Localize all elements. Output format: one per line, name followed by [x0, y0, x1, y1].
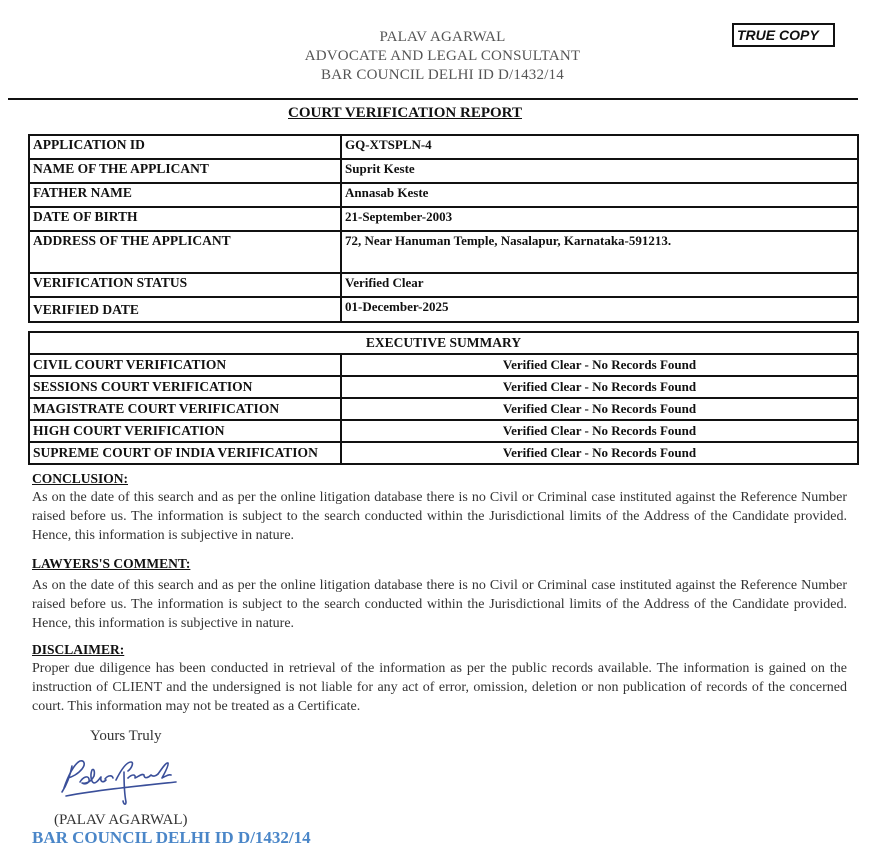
conclusion-text: As on the date of this search and as per the online litigation database there is no Civil or Criminal case instituted against the Reference Number raised before us. The information is subject to the search conducted within the Jurisdictional limits of the Address of the Candidate provided. Hence, this information is subjective in nature.: [32, 490, 847, 543]
table-row: [29, 398, 858, 420]
signature-image: [58, 752, 183, 808]
table-row: [29, 420, 858, 442]
court-label: SESSIONS COURT VERIFICATION: [29, 376, 341, 398]
field-label: FATHER NAME: [29, 183, 341, 207]
header-divider: [8, 98, 858, 100]
field-value: Annasab Keste: [341, 183, 858, 207]
footer-bar-council-id: BAR COUNCIL DELHI ID D/1432/14: [32, 828, 311, 847]
field-value: Suprit Keste: [341, 159, 858, 183]
table-row: [29, 354, 858, 376]
executive-summary-heading: EXECUTIVE SUMMARY: [29, 332, 858, 354]
court-result: Verified Clear - No Records Found: [341, 442, 858, 464]
field-value: Verified Clear: [341, 273, 858, 297]
table-row: [29, 273, 858, 297]
advocate-designation: ADVOCATE AND LEGAL CONSULTANT: [304, 48, 581, 64]
field-label: NAME OF THE APPLICANT: [29, 159, 341, 183]
lawyers-comment-heading: LAWYERS'S COMMENT:: [32, 556, 191, 571]
table-row: [29, 207, 858, 231]
applicant-details-table: [28, 134, 859, 323]
field-label: VERIFICATION STATUS: [29, 273, 341, 297]
court-label: SUPREME COURT OF INDIA VERIFICATION: [29, 442, 341, 464]
court-result: Verified Clear - No Records Found: [341, 420, 858, 442]
table-row: [29, 159, 858, 183]
court-result: Verified Clear - No Records Found: [341, 398, 858, 420]
court-label: HIGH COURT VERIFICATION: [29, 420, 341, 442]
field-value: 01-December-2025: [341, 297, 858, 322]
table-row: [29, 376, 858, 398]
field-label: APPLICATION ID: [29, 135, 341, 159]
signatory-name: (PALAV AGARWAL): [54, 812, 188, 828]
true-copy-stamp: TRUE COPY: [732, 23, 835, 47]
table-row: [29, 442, 858, 464]
closing-text: Yours Truly: [90, 728, 162, 744]
lawyers-comment-text: As on the date of this search and as per the online litigation database there is no Civil or Criminal case instituted against the Reference Number raised before us. The information is subject to the search conducted within the Jurisdictional limits of the Address of the Candidate provided. Hence, this information is subjective in nature.: [32, 578, 847, 631]
court-result: Verified Clear - No Records Found: [341, 354, 858, 376]
disclaimer-heading: DISCLAIMER:: [32, 642, 125, 657]
field-value: 21-September-2003: [341, 207, 858, 231]
table-row: [29, 183, 858, 207]
field-value: GQ-XTSPLN-4: [341, 135, 858, 159]
court-result: Verified Clear - No Records Found: [341, 376, 858, 398]
table-row: [29, 135, 858, 159]
report-title: COURT VERIFICATION REPORT: [288, 105, 522, 121]
field-label: DATE OF BIRTH: [29, 207, 341, 231]
table-row: [29, 297, 858, 322]
table-row: [29, 231, 858, 273]
field-label: ADDRESS OF THE APPLICANT: [29, 231, 341, 273]
disclaimer-text: Proper due diligence has been conducted in retrieval of the information as per the public records available. The information is gained on the instruction of CLIENT and the undersigned is not liable for any act of error, omission, deletion or non publication of records of the concerned court. This information may not be treated as a Certificate.: [32, 661, 847, 714]
field-label: VERIFIED DATE: [29, 297, 341, 322]
conclusion-heading: CONCLUSION:: [32, 471, 129, 486]
advocate-name: PALAV AGARWAL: [379, 29, 506, 45]
field-value: 72, Near Hanuman Temple, Nasalapur, Karnataka-591213.: [341, 231, 858, 273]
table-row: [29, 332, 858, 354]
court-label: CIVIL COURT VERIFICATION: [29, 354, 341, 376]
court-label: MAGISTRATE COURT VERIFICATION: [29, 398, 341, 420]
executive-summary-table: [28, 331, 859, 465]
advocate-bar-id: BAR COUNCIL DELHI ID D/1432/14: [321, 67, 564, 83]
